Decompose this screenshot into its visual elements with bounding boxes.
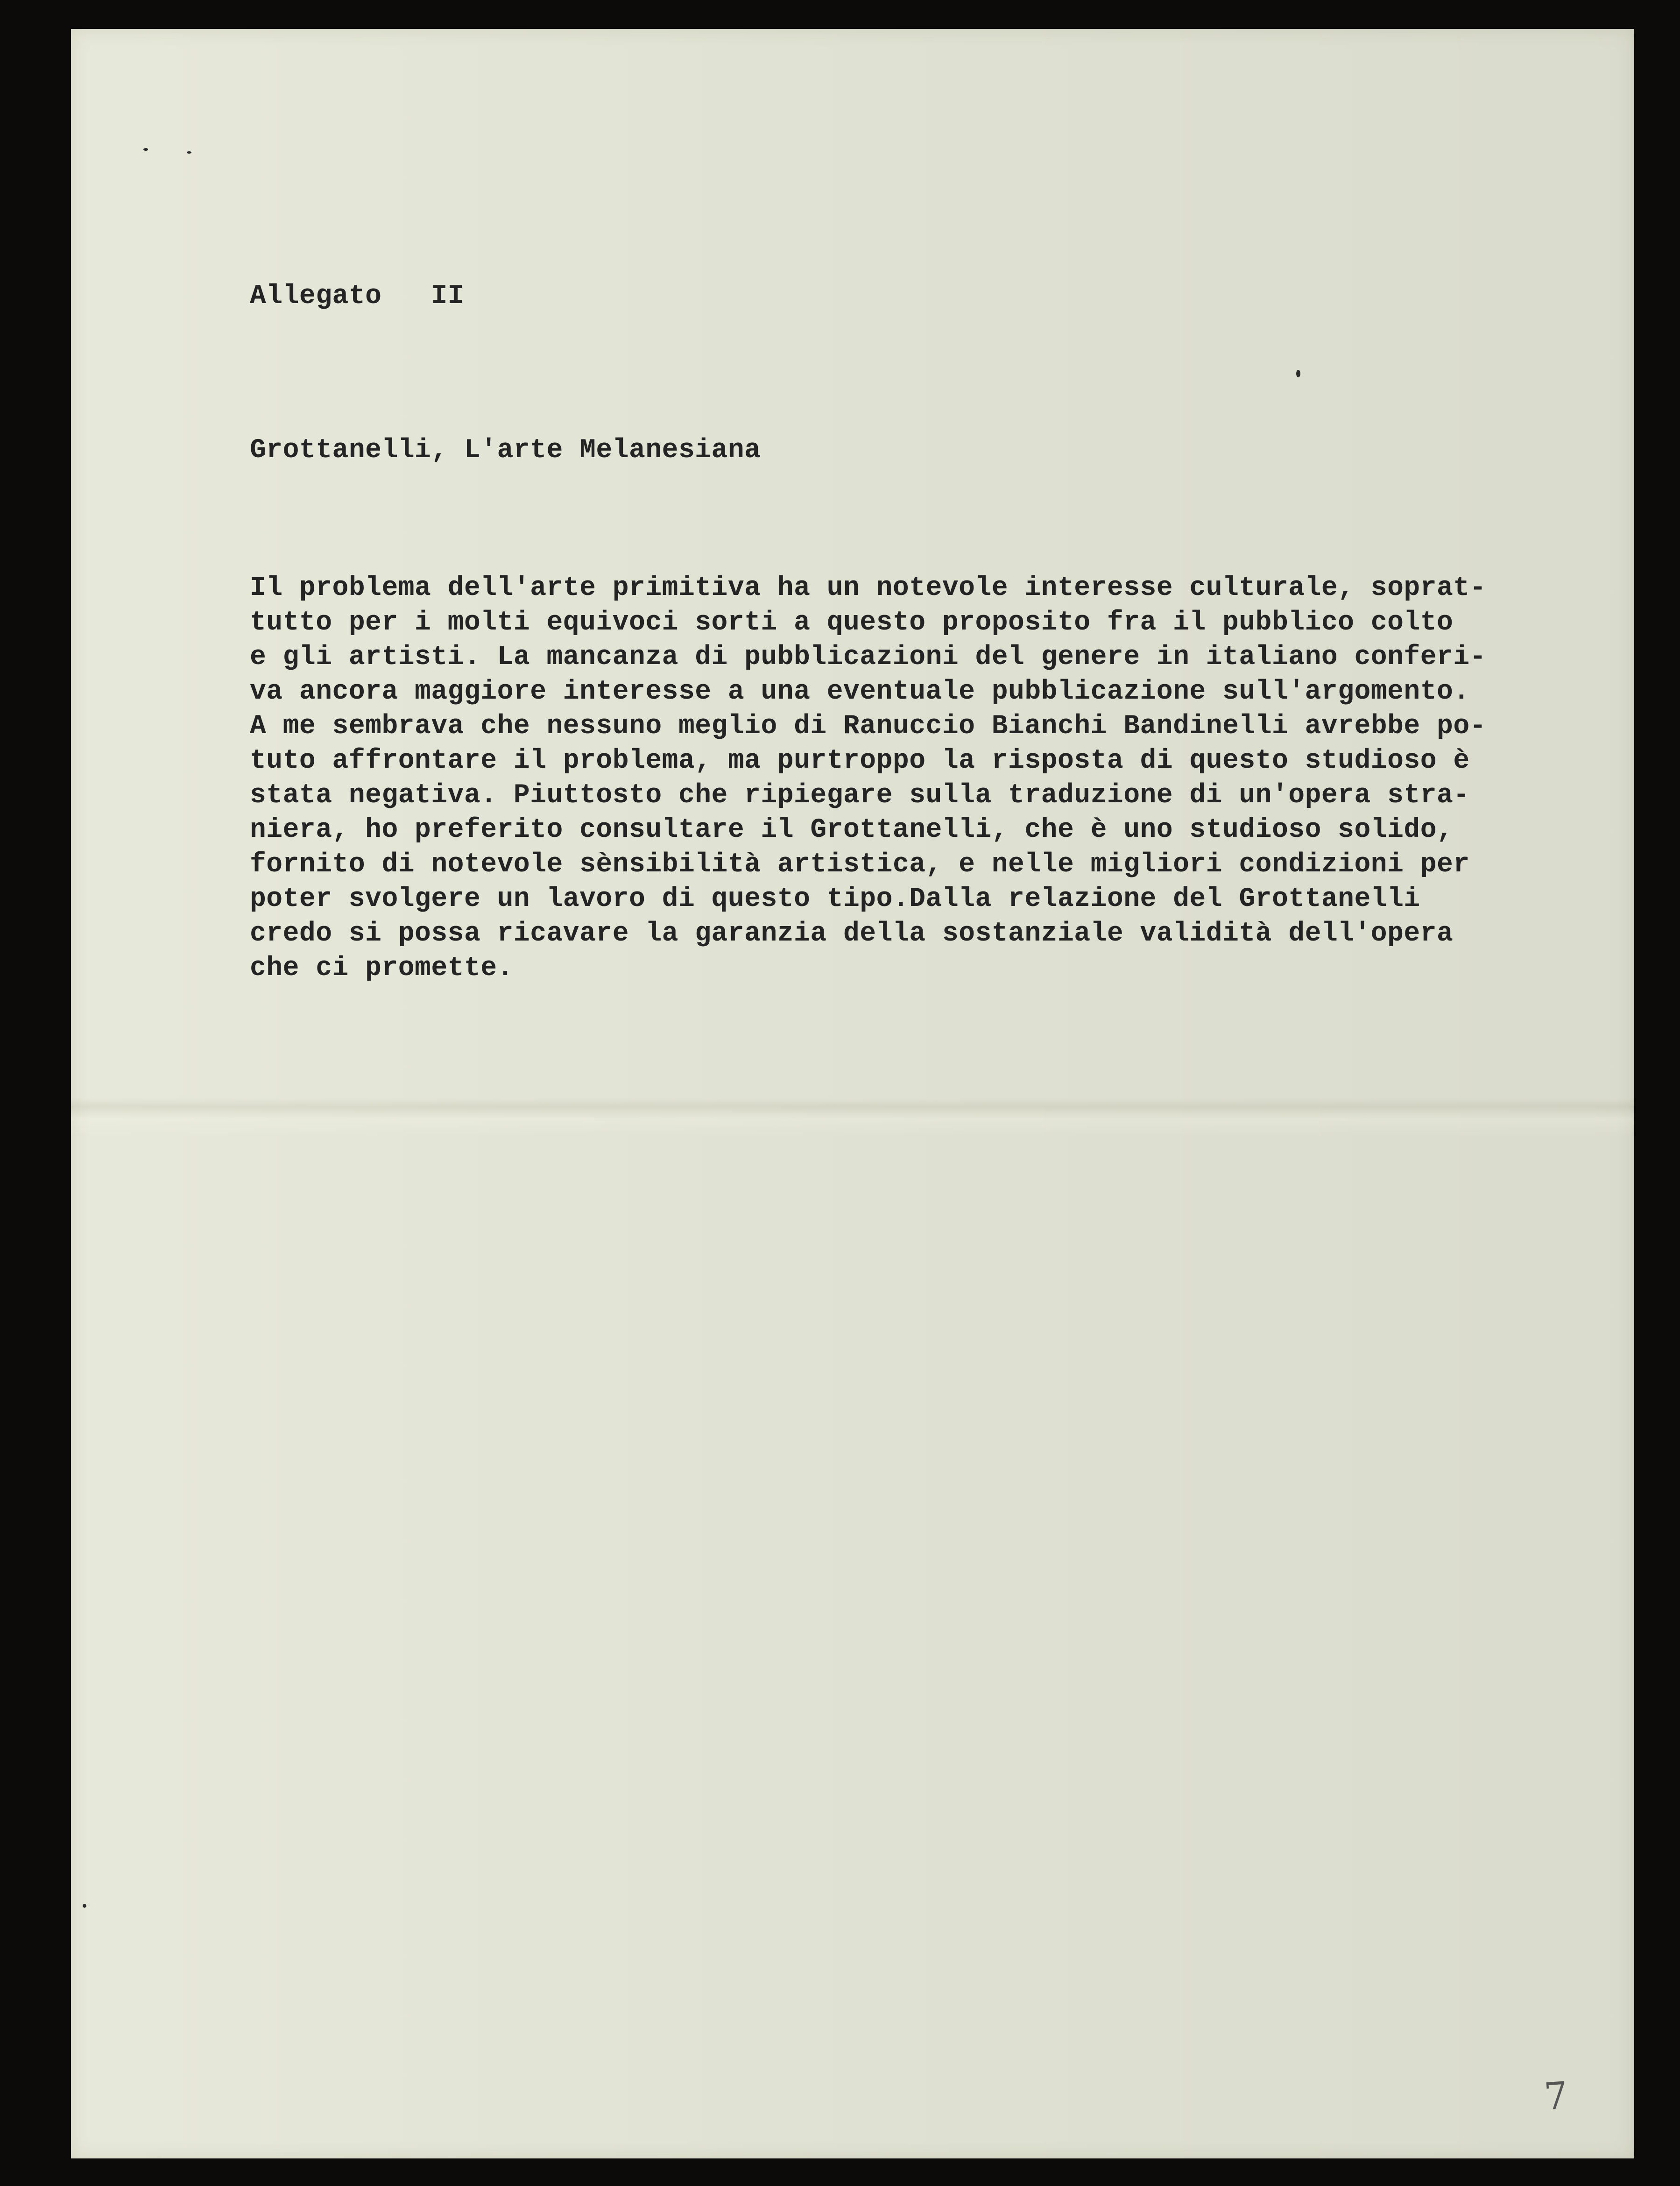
paragraph-line: niera, ho preferito consultare il Grottanelli, che è uno studioso solido, [250, 815, 1454, 845]
paragraph-line: che ci promette. [250, 953, 514, 983]
ink-fleck [83, 1904, 86, 1908]
attachment-heading: Allegato II [250, 281, 464, 311]
ink-fleck [1296, 370, 1300, 377]
paragraph-line: credo si possa ricavare la garanzia della sostanziale validità dell'opera [250, 919, 1454, 949]
paragraph-line: e gli artisti. La mancanza di pubblicazioni del genere in italiano conferi- [250, 642, 1486, 672]
document-page [71, 29, 1634, 2158]
paragraph-line: tutto per i molti equivoci sorti a questo proposito fra il pubblico colto [250, 608, 1454, 638]
ink-fleck [143, 148, 148, 151]
handwritten-page-number: 7 [1542, 2073, 1570, 2119]
paragraph-line: fornito di notevole sènsibilità artistica, e nelle migliori condizioni per [250, 849, 1470, 880]
paragraph-line: A me sembrava che nessuno meglio di Ranuccio Bianchi Bandinelli avrebbe po- [250, 711, 1486, 742]
paragraph-line: stata negativa. Piuttosto che ripiegare sulla traduzione di un'opera stra- [250, 780, 1470, 811]
paragraph-line: Il problema dell'arte primitiva ha un notevole interesse culturale, soprat- [250, 573, 1486, 603]
paragraph-line: tuto affrontare il problema, ma purtroppo la risposta di questo studioso è [250, 746, 1470, 776]
paragraph-line: poter svolgere un lavoro di questo tipo.Dalla relazione del Grottanelli [250, 884, 1420, 914]
document-subheading: Grottanelli, L'arte Melanesiana [250, 435, 761, 466]
ink-fleck [187, 151, 191, 154]
paragraph-line: va ancora maggiore interesse a una eventuale pubblicazione sull'argomento. [250, 677, 1470, 707]
